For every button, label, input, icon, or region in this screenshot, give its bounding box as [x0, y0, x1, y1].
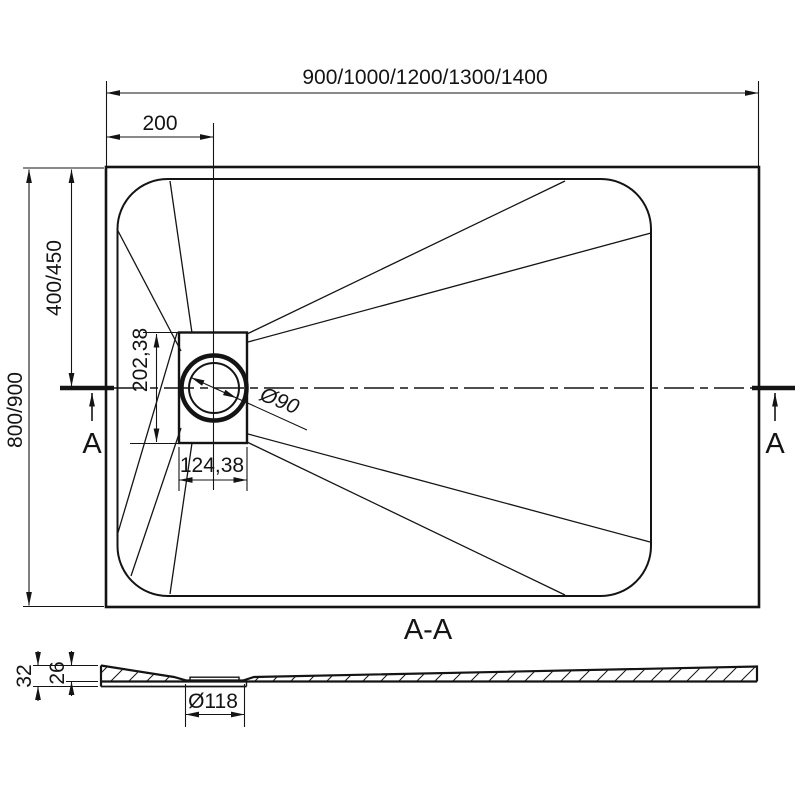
recess-height-label: 202,38: [129, 327, 152, 393]
fold-line: [131, 428, 181, 576]
total-height-label: 32: [13, 664, 36, 688]
section-hatch-right: [254, 668, 757, 682]
top-view: [4, 66, 795, 607]
tray-outer-rect: [106, 167, 759, 607]
section-view: [13, 614, 757, 727]
recess-width-label: 124,38: [179, 454, 245, 477]
half-height-label: 400/450: [43, 240, 66, 316]
dim-drain-hole: [186, 684, 245, 727]
drain-hole-label: Ø118: [188, 690, 238, 713]
dim-width: [107, 66, 759, 166]
width-dim-label: 900/1000/1200/1300/1400: [302, 66, 548, 89]
drain-offset-label: 200: [142, 112, 178, 135]
height-dim-label: 800/900: [4, 372, 27, 448]
fold-line: [248, 233, 651, 342]
fold-line: [247, 442, 565, 595]
fold-line: [248, 434, 650, 542]
section-hatch-left: [101, 667, 187, 682]
section-title: A-A: [403, 614, 453, 646]
drain-diameter-label: Ø90: [256, 382, 303, 420]
dim-recess-height: [129, 328, 178, 444]
section-marker-right-label: A: [765, 428, 785, 460]
dim-half-height: [23, 168, 104, 387]
inner-height-label: 26: [46, 661, 69, 685]
dim-inner-height: [46, 651, 98, 696]
section-marker-left-label: A: [82, 428, 102, 460]
dim-drain-offset: [107, 112, 214, 490]
fold-line: [247, 181, 565, 334]
fold-line: [170, 181, 192, 333]
